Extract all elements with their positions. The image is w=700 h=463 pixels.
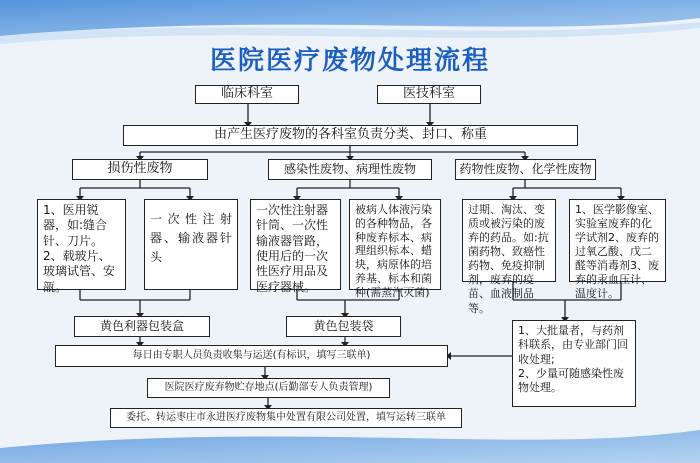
chemicals-detail-box: 1、医学影像室、实验室废弃的化学试剂2、废弃的过氧乙酸、戊二醛等消毒剂3、废弃的汞血压计、温度计。 (569, 199, 666, 282)
disposables-detail-box: 一次性注射器针筒、一次性输液器管路，使用后的一次性医疗用品及医疗器械。 (250, 199, 341, 290)
yellow-bag-box: 黄色包装袋 (286, 316, 401, 337)
storage-step-box: 医院医疗废弃物贮存地点(后勤部专人负责管理) (147, 378, 390, 398)
page-title: 医院医疗废物处理流程 (209, 46, 490, 76)
clinical-dept-box: 临床科室 (195, 85, 299, 104)
disposal-step-box: 委托、转运枣庄市永进医疗废物集中处置有限公司处置，填写运转三联单 (110, 408, 462, 428)
chemical-handling-box: 1、大批量者，与药剂科联系，由专业部门回收处理; 2、少量可随感染性废物处理。 (512, 320, 636, 407)
injury-waste-box: 损伤性废物 (72, 159, 208, 180)
chemical-waste-box: 药物性废物、化学性废物 (455, 159, 596, 180)
pathological-detail-box: 被病人体液污染的各种物品，各种废弃标本、病理组织标本、蜡块，病原体的培养基、标本和菌种(需蒸汽灭菌) (349, 199, 441, 290)
sharps-container-box: 黄色利器包装盒 (74, 316, 210, 337)
classify-step-box: 由产生医疗废物的各科室负责分类、封口、称重 (123, 125, 578, 146)
needles-detail-box: 一次性注射器、输液器针头 (144, 199, 238, 290)
infectious-waste-box: 感染性废物、病理性废物 (268, 159, 432, 180)
tech-dept-box: 医技科室 (377, 85, 481, 104)
drugs-detail-box: 过期、淘汰、变质或被污染的废弃的药品。如:抗菌药物、致癌性药物、免疫抑制剂，废弃的疫苗、血液制品等。 (462, 199, 556, 282)
sharps-detail-box: 1、医用锐器，如:缝合针、刀片。 2、载玻片、玻璃试管、安瓿。 (37, 199, 126, 290)
collection-step-box: 每日由专职人员负责收集与运送(有标识，填写三联单) (55, 345, 448, 367)
